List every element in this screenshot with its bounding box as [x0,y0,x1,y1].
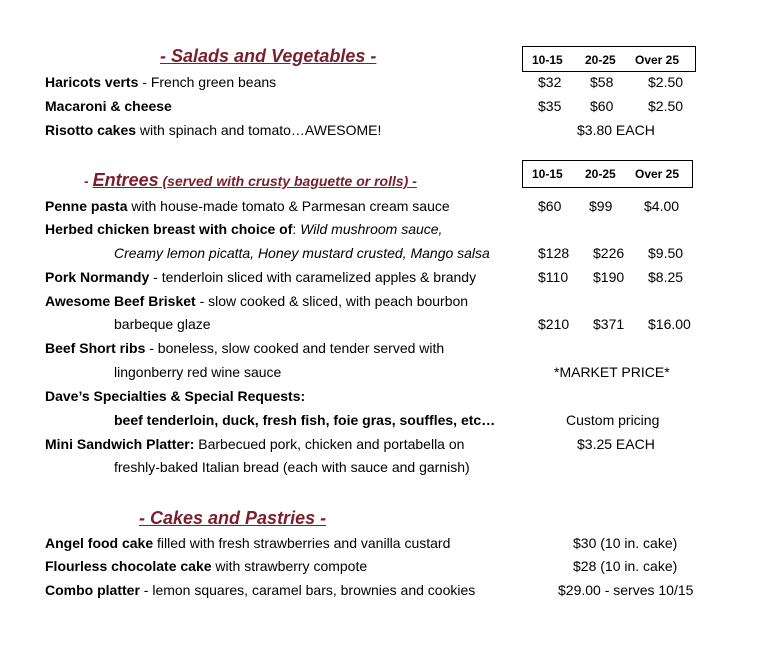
item-desc: - lemon squares, caramel bars, brownies and cookies [139,582,476,598]
item-desc: with spinach and tomato…AWESOME! [136,122,382,138]
item-options: Wild mushroom sauce, [300,221,443,237]
menu-item-macaroni [45,97,172,115]
price-note: Custom pricing [566,412,660,428]
menu-item-combo [45,581,475,599]
price-header-col3: Over 25 [635,53,680,67]
item-desc: Barbecued pork, chicken and portabella on [194,436,465,452]
price: $226 [593,245,625,261]
price-header-col3: Over 25 [635,167,680,181]
item-name: Dave’s Specialties & Special Requests: [45,388,306,404]
price: $110 [538,269,569,285]
item-desc: - boneless, slow cooked and tender served with [145,340,445,356]
item-name: Flourless chocolate cake [45,558,212,574]
price-header-box-salads [522,46,696,72]
menu-item-brisket-cont: barbeque glaze [114,316,211,332]
price: $28 (10 in. cake) [573,558,678,574]
item-name: Beef Short ribs [45,340,146,356]
section-heading-cakes: - Cakes and Pastries - [139,508,327,528]
item-name: Awesome Beef Brisket [45,293,196,309]
heading-sub: (served with crusty baguette or rolls) - [158,173,417,189]
item-name: Haricots verts [45,74,139,90]
price: $9.50 [648,245,684,261]
menu-item-shortribs-cont: lingonberry red wine sauce [114,364,282,380]
item-desc: beef tenderloin, duck, fresh fish, foie gras, souffles, etc… [114,412,496,428]
item-name: Pork Normandy [45,269,150,285]
price-header-col2: 20-25 [585,167,616,181]
price: $2.50 [648,98,684,114]
item-options: Creamy lemon picatta, Honey mustard crusted, Mango salsa [114,245,490,261]
item-name: Angel food cake [45,535,154,551]
price-note: $3.25 EACH [577,436,655,452]
menu-item-sandwich [45,435,464,453]
price: $32 [538,74,562,90]
item-desc: - tenderloin sliced with caramelized apples & brandy [149,269,477,285]
menu-item-angel-food [45,534,450,552]
price: $128 [538,245,570,261]
item-name: Mini Sandwich Platter: [45,436,195,452]
menu-item-brisket [45,292,468,310]
item-name: Herbed chicken breast with choice of [45,221,293,237]
item-name: Combo platter [45,582,140,598]
price: $16.00 [648,316,691,332]
price: $210 [538,316,570,332]
price-header-col1: 10-15 [532,53,563,67]
menu-item-sandwich-cont: freshly-baked Italian bread (each with sauce and garnish) [114,459,470,475]
item-desc: - slow cooked & sliced, with peach bourbon [195,293,469,309]
menu-item-chicken [45,220,442,238]
price-header-box-entrees [522,160,693,188]
menu-item-haricots [45,73,276,91]
item-name: Risotto cakes [45,122,137,138]
menu-item-flourless [45,557,367,575]
section-heading-salads: - Salads and Vegetables - [160,46,377,66]
menu-item-specialties-cont [114,411,495,429]
price: $60 [590,98,614,114]
item-desc: filled with fresh strawberries and vanilla custard [153,535,451,551]
price: $29.00 - serves 10/15 [558,582,694,598]
price: $8.25 [648,269,684,285]
price: $371 [593,316,625,332]
menu-item-risotto [45,121,381,139]
item-desc: with strawberry compote [211,558,368,574]
price-header-col1: 10-15 [532,167,563,181]
menu-item-penne [45,197,450,215]
price: $99 [589,198,613,214]
section-heading-entrees [84,170,417,191]
price-note: *MARKET PRICE* [554,364,670,380]
price: $190 [593,269,625,285]
item-desc: with house-made tomato & Parmesan cream sauce [127,198,450,214]
price: $60 [538,198,562,214]
item-colon: : [292,221,301,237]
price: $4.00 [644,198,680,214]
price: $30 (10 in. cake) [573,535,678,551]
item-desc: - French green beans [138,74,277,90]
heading-prefix: - [84,173,93,189]
item-name: Macaroni & cheese [45,98,172,114]
price-header-col2: 20-25 [585,53,616,67]
menu-item-shortribs [45,339,444,357]
price-note: $3.80 EACH [577,122,655,138]
price: $58 [590,74,614,90]
menu-item-specialties [45,387,305,405]
price: $35 [538,98,562,114]
menu-item-chicken-options [114,244,490,262]
item-name: Penne pasta [45,198,128,214]
heading-main: Entrees [92,170,159,190]
menu-item-pork [45,268,476,286]
price: $2.50 [648,74,684,90]
